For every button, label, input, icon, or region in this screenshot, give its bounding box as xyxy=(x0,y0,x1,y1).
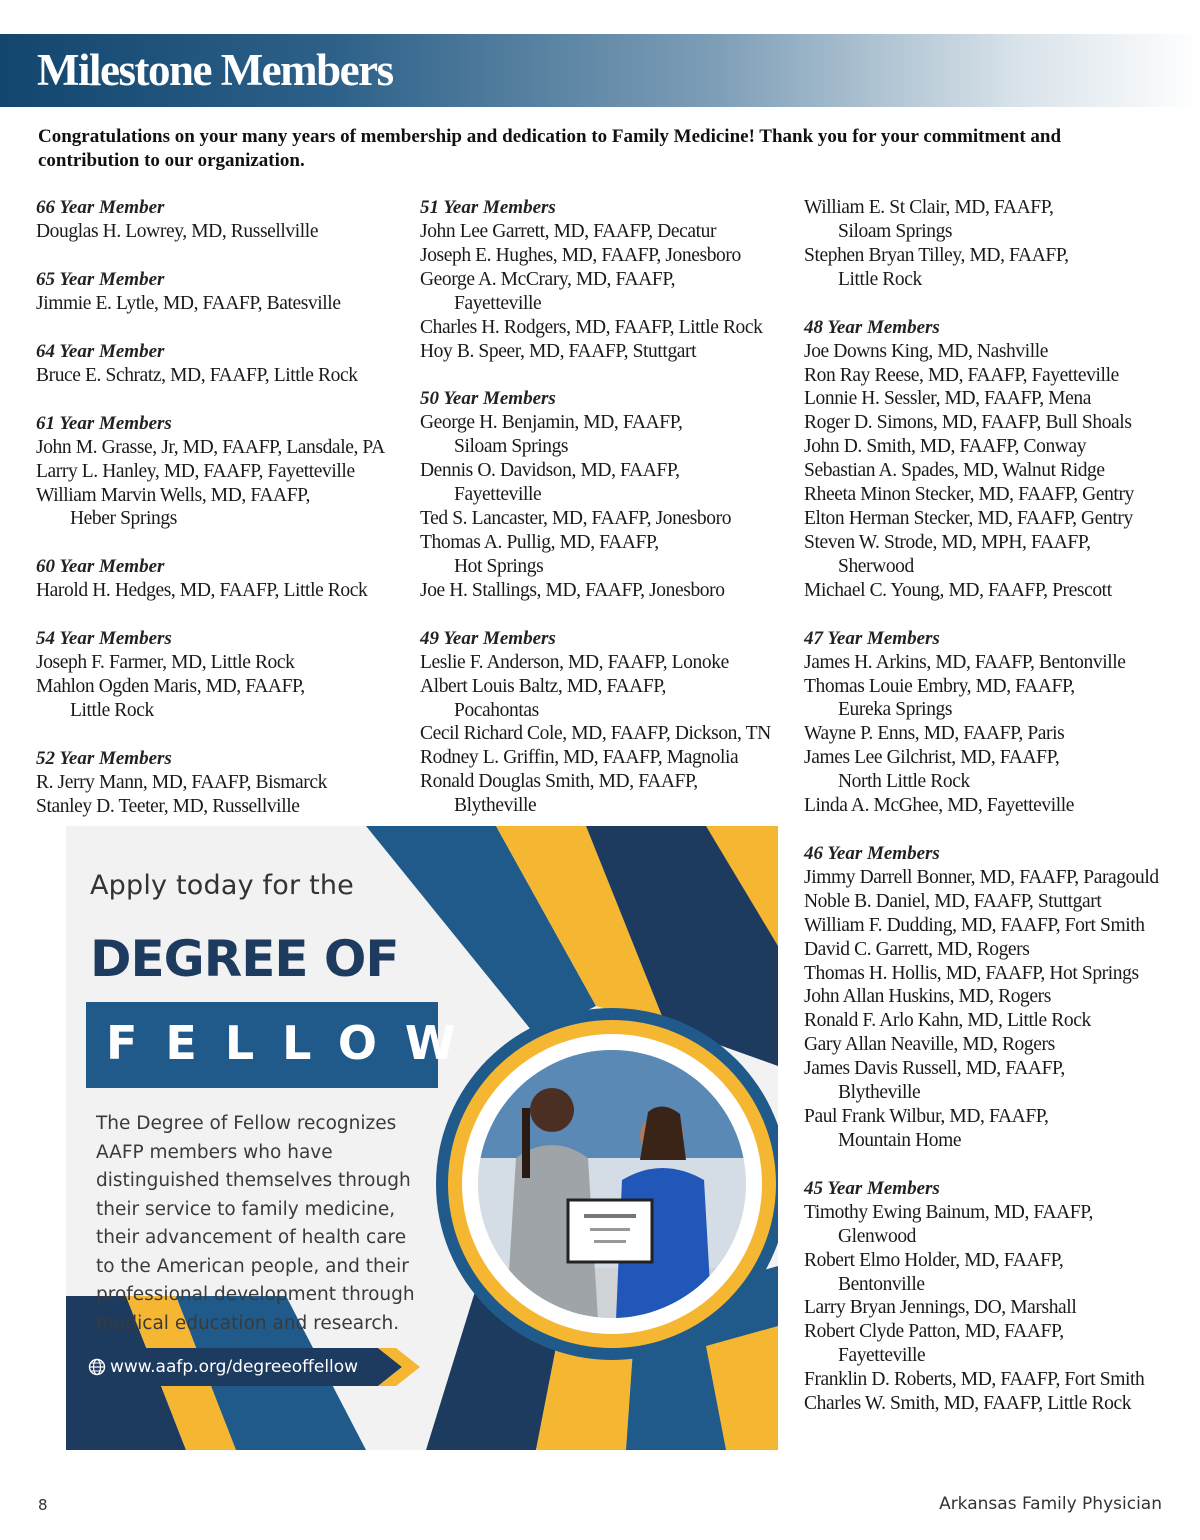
member-location: Fayetteville xyxy=(454,484,542,506)
member-entry xyxy=(420,651,795,675)
group-title: 47 Year Members xyxy=(804,627,940,649)
member-name: John D. Smith, MD, FAAFP, Conway xyxy=(804,436,1087,458)
member-name: John M. Grasse, Jr, MD, FAAFP, Lansdale, PA xyxy=(36,436,385,458)
member-name: Wayne P. Enns, MD, FAAFP, Paris xyxy=(804,723,1065,745)
member-entry xyxy=(804,364,1179,388)
member-name: Noble B. Daniel, MD, FAAFP, Stuttgart xyxy=(804,890,1102,912)
member-entry xyxy=(420,411,795,459)
member-name: Joe H. Stallings, MD, FAAFP, Jonesboro xyxy=(420,579,725,601)
member-name: Bruce E. Schratz, MD, FAAFP, Little Rock xyxy=(36,364,358,386)
member-name: Larry Bryan Jennings, DO, Marshall xyxy=(804,1297,1077,1319)
member-name: Larry L. Hanley, MD, FAAFP, Fayetteville xyxy=(36,460,355,482)
member-entry xyxy=(804,483,1179,507)
group-title: 48 Year Members xyxy=(804,316,940,338)
page-title: Milestone Members xyxy=(37,45,393,95)
page-number: 8 xyxy=(38,1496,48,1514)
member-entry xyxy=(804,459,1179,483)
member-name: Hoy B. Speer, MD, FAAFP, Stuttgart xyxy=(420,340,697,362)
member-name: David C. Garrett, MD, Rogers xyxy=(804,938,1030,960)
member-name: Robert Clyde Patton, MD, FAAFP, xyxy=(804,1321,1064,1343)
member-name: Ronald F. Arlo Kahn, MD, Little Rock xyxy=(804,1010,1091,1032)
member-name: Michael C. Young, MD, FAAFP, Prescott xyxy=(804,579,1112,601)
member-name: Robert Elmo Holder, MD, FAAFP, xyxy=(804,1249,1064,1271)
member-location: Siloam Springs xyxy=(454,436,569,458)
member-group xyxy=(804,842,1179,1153)
member-entry xyxy=(804,1201,1179,1249)
member-group xyxy=(36,340,411,388)
member-name: Franklin D. Roberts, MD, FAAFP, Fort Smith xyxy=(804,1369,1145,1391)
member-name: Charles H. Rodgers, MD, FAAFP, Little Rock xyxy=(420,316,763,338)
member-entry xyxy=(804,507,1179,531)
member-name: Thomas A. Pullig, MD, FAAFP, xyxy=(420,531,659,553)
member-entry xyxy=(804,962,1179,986)
member-name: Ron Ray Reese, MD, FAAFP, Fayetteville xyxy=(804,364,1119,386)
member-name: John Lee Garrett, MD, FAAFP, Decatur xyxy=(420,221,717,242)
member-group xyxy=(420,387,795,602)
member-location: Sherwood xyxy=(838,555,914,577)
degree-of-fellow-ad[interactable] xyxy=(66,826,778,1450)
member-name: Joseph F. Farmer, MD, Little Rock xyxy=(36,652,295,674)
member-entry xyxy=(804,938,1179,962)
member-location: Glenwood xyxy=(838,1225,917,1247)
member-name: William E. St Clair, MD, FAAFP, xyxy=(804,197,1054,218)
member-name: Charles W. Smith, MD, FAAFP, Little Rock xyxy=(804,1393,1132,1415)
ad-apply-text: Apply today for the xyxy=(90,870,354,901)
member-entry xyxy=(804,675,1179,723)
member-entry xyxy=(420,244,795,268)
member-entry xyxy=(804,1368,1179,1392)
member-entry xyxy=(420,507,795,531)
member-name: Douglas H. Lowrey, MD, Russellville xyxy=(36,221,319,242)
member-name: Stephen Bryan Tilley, MD, FAAFP, xyxy=(804,244,1069,266)
member-entry xyxy=(804,196,1179,244)
member-group xyxy=(804,196,1179,292)
member-name: James Davis Russell, MD, FAAFP, xyxy=(804,1058,1065,1080)
member-entry xyxy=(420,770,795,818)
member-entry xyxy=(36,484,411,532)
member-entry xyxy=(36,460,411,484)
member-name: William F. Dudding, MD, FAAFP, Fort Smith xyxy=(804,914,1145,936)
member-entry xyxy=(420,531,795,579)
group-title: 45 Year Members xyxy=(804,1177,940,1199)
member-group xyxy=(804,316,1179,603)
member-entry xyxy=(804,1009,1179,1033)
member-group xyxy=(36,555,411,603)
member-entry xyxy=(36,292,411,316)
member-location: Blytheville xyxy=(838,1082,921,1104)
column-1 xyxy=(36,196,411,843)
member-entry xyxy=(804,1105,1179,1153)
member-location: Bentonville xyxy=(838,1273,925,1295)
member-name: Paul Frank Wilbur, MD, FAAFP, xyxy=(804,1106,1049,1127)
column-3 xyxy=(804,196,1179,1440)
member-entry xyxy=(36,675,411,723)
member-group xyxy=(36,627,411,723)
member-name: Harold H. Hedges, MD, FAAFP, Little Rock xyxy=(36,580,368,602)
member-location: Little Rock xyxy=(70,700,154,722)
member-location: Hot Springs xyxy=(454,555,544,577)
member-name: George A. McCrary, MD, FAAFP, xyxy=(420,268,676,290)
member-group xyxy=(804,1177,1179,1416)
member-group xyxy=(36,747,411,819)
member-name: Joseph E. Hughes, MD, FAAFP, Jonesboro xyxy=(420,244,741,266)
member-entry xyxy=(804,914,1179,938)
member-name: Albert Louis Baltz, MD, FAAFP, xyxy=(420,675,667,697)
group-title: 46 Year Members xyxy=(804,842,940,864)
member-name: James Lee Gilchrist, MD, FAAFP, xyxy=(804,747,1060,769)
member-entry xyxy=(804,340,1179,364)
group-title: 66 Year Member xyxy=(36,197,165,218)
member-name: R. Jerry Mann, MD, FAAFP, Bismarck xyxy=(36,771,328,793)
member-name: Stanley D. Teeter, MD, Russellville xyxy=(36,795,300,817)
member-name: Linda A. McGhee, MD, Fayetteville xyxy=(804,795,1075,817)
member-entry xyxy=(804,387,1179,411)
member-entry xyxy=(420,579,795,603)
member-entry xyxy=(804,435,1179,459)
member-entry xyxy=(420,459,795,507)
member-name: Jimmie E. Lytle, MD, FAAFP, Batesville xyxy=(36,292,341,314)
group-title: 65 Year Member xyxy=(36,268,165,290)
member-entry xyxy=(804,651,1179,675)
member-entry xyxy=(36,651,411,675)
member-name: Gary Allan Neaville, MD, Rogers xyxy=(804,1034,1055,1056)
member-name: Leslie F. Anderson, MD, FAAFP, Lonoke xyxy=(420,651,729,673)
ad-url-link[interactable]: www.aafp.org/degreeoffellow xyxy=(110,1357,359,1377)
member-location: Little Rock xyxy=(838,268,922,290)
header-banner xyxy=(0,34,1200,107)
member-entry xyxy=(804,1392,1179,1416)
group-title: 54 Year Members xyxy=(36,628,172,650)
publication-name: Arkansas Family Physician xyxy=(939,1494,1162,1514)
member-location: Blytheville xyxy=(454,795,537,817)
member-entry xyxy=(804,579,1179,603)
member-name: Rheeta Minon Stecker, MD, FAAFP, Gentry xyxy=(804,484,1134,506)
member-name: Lonnie H. Sessler, MD, FAAFP, Mena xyxy=(804,388,1091,410)
group-title: 52 Year Members xyxy=(36,747,172,769)
member-entry xyxy=(804,794,1179,818)
member-entry xyxy=(804,746,1179,794)
member-location: Mountain Home xyxy=(838,1129,962,1151)
ad-description: The Degree of Fellow recognizes AAFP members who have distinguished themselves through their service to family medicine, their advancement of health care to the American people, and their professional development through medical education and research. xyxy=(96,1113,415,1334)
member-entry xyxy=(420,746,795,770)
member-entry xyxy=(804,1057,1179,1105)
member-location: Fayetteville xyxy=(838,1345,926,1367)
member-name: Timothy Ewing Bainum, MD, FAAFP, xyxy=(804,1201,1093,1223)
member-name: Thomas Louie Embry, MD, FAAFP, xyxy=(804,675,1075,697)
member-entry xyxy=(420,722,795,746)
member-entry xyxy=(804,1033,1179,1057)
member-name: Steven W. Strode, MD, MPH, FAAFP, xyxy=(804,531,1091,553)
member-name: Cecil Richard Cole, MD, FAAFP, Dickson, TN xyxy=(420,723,771,745)
member-entry xyxy=(804,985,1179,1009)
member-entry xyxy=(36,771,411,795)
member-entry xyxy=(420,316,795,340)
member-entry xyxy=(36,364,411,388)
group-title: 51 Year Members xyxy=(420,197,556,218)
member-location: Siloam Springs xyxy=(838,220,953,242)
member-name: Ronald Douglas Smith, MD, FAAFP, xyxy=(420,771,698,793)
member-entry xyxy=(420,268,795,316)
member-entry xyxy=(804,866,1179,890)
ad-degree-heading: DEGREE OF xyxy=(90,930,399,988)
member-group xyxy=(36,412,411,532)
member-location: Eureka Springs xyxy=(838,699,953,721)
member-name: William Marvin Wells, MD, FAAFP, xyxy=(36,484,310,506)
group-title: 64 Year Member xyxy=(36,340,165,362)
member-group xyxy=(420,196,795,363)
member-entry xyxy=(420,340,795,364)
group-title: 60 Year Member xyxy=(36,556,165,578)
member-entry xyxy=(804,1249,1179,1297)
member-name: Elton Herman Stecker, MD, FAAFP, Gentry xyxy=(804,507,1133,529)
member-name: George H. Benjamin, MD, FAAFP, xyxy=(420,412,683,434)
member-entry xyxy=(804,244,1179,292)
ad-fellow-heading: FELLOW xyxy=(106,1016,484,1070)
member-entry xyxy=(804,722,1179,746)
member-name: Rodney L. Griffin, MD, FAAFP, Magnolia xyxy=(420,747,739,769)
member-name: Roger D. Simons, MD, FAAFP, Bull Shoals xyxy=(804,412,1132,434)
member-name: John Allan Huskins, MD, Rogers xyxy=(804,986,1051,1008)
member-name: Thomas H. Hollis, MD, FAAFP, Hot Springs xyxy=(804,962,1139,984)
member-entry xyxy=(36,795,411,819)
member-entry xyxy=(804,1320,1179,1368)
member-entry xyxy=(420,675,795,723)
member-entry xyxy=(36,436,411,460)
member-entry xyxy=(36,579,411,603)
member-location: North Little Rock xyxy=(838,771,970,793)
group-title: 50 Year Members xyxy=(420,388,556,410)
member-name: Jimmy Darrell Bonner, MD, FAAFP, Paragould xyxy=(804,866,1159,888)
member-entry xyxy=(804,1296,1179,1320)
intro-text: Congratulations on your many years of membership and dedication to Family Medicine! Thank you for your commitment and contribution to our organization. xyxy=(38,126,1062,171)
member-location: Heber Springs xyxy=(70,508,177,530)
member-name: Sebastian A. Spades, MD, Walnut Ridge xyxy=(804,460,1105,482)
member-name: Mahlon Ogden Maris, MD, FAAFP, xyxy=(36,676,305,698)
group-title: 61 Year Members xyxy=(36,412,172,434)
member-group xyxy=(36,196,411,244)
member-name: Dennis O. Davidson, MD, FAAFP, xyxy=(420,460,680,482)
member-group xyxy=(420,627,795,818)
column-2 xyxy=(420,196,795,842)
award-photo xyxy=(472,1048,752,1320)
member-entry xyxy=(804,890,1179,914)
member-name: James H. Arkins, MD, FAAFP, Bentonville xyxy=(804,651,1126,673)
globe-icon xyxy=(88,1358,106,1376)
member-entry xyxy=(804,411,1179,435)
member-location: Fayetteville xyxy=(454,292,542,314)
member-entry xyxy=(420,220,795,244)
member-group xyxy=(804,627,1179,818)
member-name: Joe Downs King, MD, Nashville xyxy=(804,340,1049,362)
member-name: Ted S. Lancaster, MD, FAAFP, Jonesboro xyxy=(420,508,732,530)
member-group xyxy=(36,268,411,316)
member-location: Pocahontas xyxy=(454,699,539,721)
member-entry xyxy=(36,220,411,244)
member-entry xyxy=(804,531,1179,579)
group-title: 49 Year Members xyxy=(420,627,556,649)
